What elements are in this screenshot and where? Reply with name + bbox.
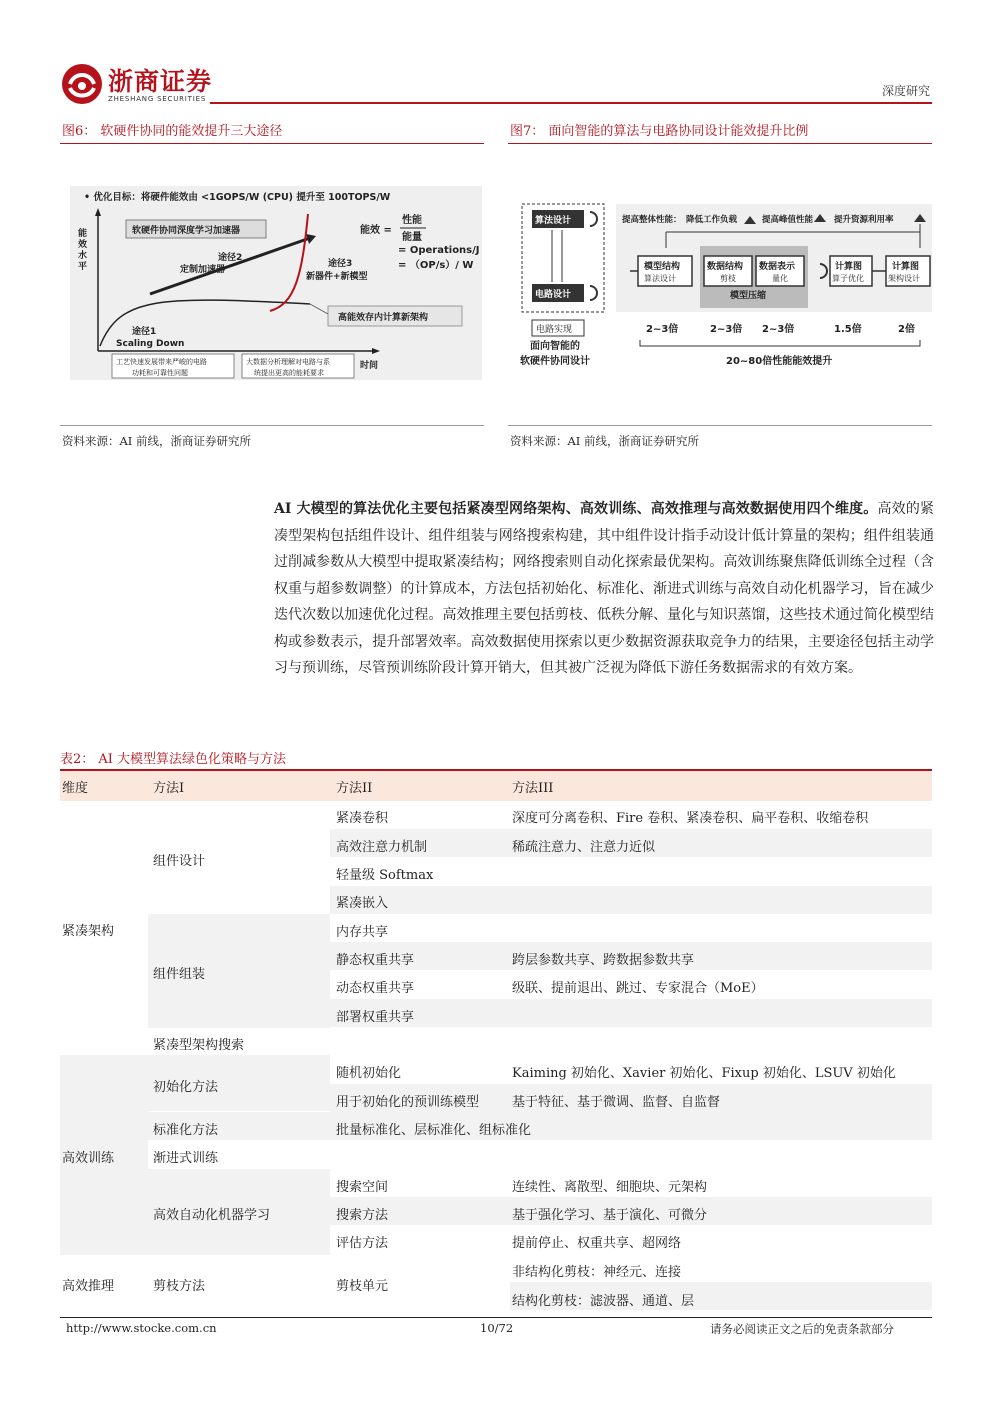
- fig6-ylabel-2: 效: [78, 240, 88, 250]
- table-m1-component-design: 组件设计: [153, 854, 206, 869]
- table-row-m3: 结构化剪枝：滤波器、通道、层: [512, 1294, 695, 1309]
- table-row-m2: 高效注意力机制: [336, 840, 428, 855]
- table-dim-compact: 紧凑架构: [62, 924, 115, 939]
- shade-band: [148, 1112, 932, 1140]
- fig7-top-3: 提高峰值性能: [762, 215, 814, 225]
- fig6-path1-desc: Scaling Down: [116, 339, 185, 349]
- table-row-m2: 搜索方法: [336, 1208, 389, 1223]
- fig7-caption-line1: 面向智能的: [530, 341, 580, 352]
- fig7-box1-line2: 算法设计: [644, 274, 676, 283]
- table-row-m2: 剪枝单元: [336, 1279, 389, 1294]
- footer-url[interactable]: http://www.stocke.com.cn: [66, 1321, 217, 1335]
- fig6-path1: 途径1: [132, 327, 157, 337]
- logo-icon: [60, 62, 104, 106]
- table-header-m2: 方法II: [336, 781, 373, 796]
- table-m1-arch-search: 紧凑型架构搜索: [153, 1038, 245, 1053]
- table-row-m3: 非结构化剪枝：神经元、连接: [512, 1265, 682, 1280]
- report-type: 深度研究: [881, 84, 930, 98]
- fig7-algo-design: 算法设计: [535, 216, 572, 226]
- fig6-title-rule: [60, 143, 484, 144]
- fig7-title-rule: [508, 143, 932, 144]
- fig6-image: [70, 186, 482, 380]
- fig7-circuit-impl: 电路实现: [536, 325, 573, 335]
- paragraph-lead: AI 大模型的算法优化主要包括紧凑型网络架构、高效训练、高效推理与高效数据使用四个维度。: [274, 501, 878, 517]
- fig7-box5-line2: 架构设计: [888, 274, 920, 283]
- fig7-compress: 模型压缩: [730, 291, 767, 301]
- shade-band: [330, 999, 932, 1027]
- fig7-total: 20~80倍性能能效提升: [726, 356, 833, 367]
- fig6-accelerator: 软硬件协同深度学习加速器: [132, 226, 241, 236]
- fig6-path3-desc: 新器件+新模型: [306, 272, 368, 282]
- fig7-box4-line2: 算子优化: [832, 274, 864, 283]
- table-row-m2: 紧凑嵌入: [336, 896, 389, 911]
- table-header-dim: 维度: [62, 781, 89, 796]
- table-m1-init: 初始化方法: [153, 1080, 219, 1095]
- fig6-eq2: = （OP/s）/ W: [398, 260, 474, 271]
- fig6-goal: • 优化目标：将硬件能效由 <1GOPS/W (CPU) 提升至 100TOPS/W: [84, 192, 391, 203]
- shade-band: [330, 886, 932, 914]
- fig6-eq1: = Operations/J: [398, 245, 480, 256]
- fig6-box1-line1: 工艺快速发展带来严峻的电路: [116, 358, 207, 366]
- body-paragraph: [274, 496, 934, 682]
- table-row-m3: 基于强化学习、基于演化、可微分: [512, 1208, 708, 1223]
- logo-subtext: ZHESHANG SECURITIES: [108, 95, 207, 103]
- fig7-box3-line2: 量化: [772, 274, 788, 283]
- fig7-ratio-3: 2~3倍: [762, 324, 795, 335]
- table-row-m2: 随机初始化: [336, 1066, 402, 1081]
- table-row-m2: 评估方法: [336, 1236, 389, 1251]
- table-row-m2: 批量标准化、层标准化、组标准化: [336, 1123, 532, 1138]
- fig7-circuit-design: 电路设计: [535, 290, 572, 300]
- header-rule: [210, 102, 932, 104]
- fig7-top-1: 提高整体性能：: [622, 215, 682, 225]
- fig6-new-arch: 高能效存内计算新架构: [338, 313, 429, 323]
- table-row-m2: 动态权重共享: [336, 981, 415, 996]
- footer-rule: [60, 1317, 932, 1318]
- fig7-image: [520, 196, 932, 376]
- table-m1-component-assembly: 组件组装: [153, 967, 206, 982]
- table-row-m2: 轻量级 Softmax: [336, 868, 434, 883]
- fig7-top-4: 提升资源利用率: [834, 215, 894, 225]
- fig7-ratio-5: 2倍: [898, 324, 915, 335]
- table-m1-pruning: 剪枝方法: [153, 1279, 206, 1294]
- footer-disclaimer: 请务必阅读正文之后的免责条款部分: [710, 1322, 894, 1336]
- table-header-row: [60, 771, 932, 801]
- fig6-path2: 途径2: [218, 253, 243, 263]
- fig6-path2-desc: 定制加速器: [180, 265, 226, 275]
- table-row-m3: 跨层参数共享、跨数据参数共享: [512, 953, 695, 968]
- table-m1-progressive: 渐进式训练: [153, 1151, 219, 1166]
- fig7-ratio-2: 2~3倍: [710, 324, 743, 335]
- table-row-m3: 稀疏注意力、注意力近似: [512, 840, 656, 855]
- fig6-perf: 性能: [402, 215, 422, 226]
- fig7-box4-line1: 计算图: [835, 262, 863, 272]
- fig6-eff-label: 能效 =: [360, 225, 392, 236]
- table-row-m2: 紧凑卷积: [336, 811, 389, 826]
- table-dim-training: 高效训练: [62, 1151, 115, 1166]
- fig7-box2-line1: 数据结构: [707, 262, 744, 272]
- fig7-ratio-4: 1.5倍: [834, 324, 862, 335]
- fig7-title: 图7： 面向智能的算法与电路协同设计能效提升比例: [510, 124, 809, 139]
- fig6-ylabel-3: 水: [78, 251, 88, 261]
- table-m1-automl: 高效自动化机器学习: [153, 1208, 271, 1223]
- fig7-caption-line2: 软硬件协同设计: [520, 356, 590, 367]
- fig7-top-2: 降低工作负载: [686, 215, 738, 225]
- fig7-box1-line1: 模型结构: [644, 262, 681, 272]
- table-row-m3: 基于特征、基于微调、监督、自监督: [512, 1095, 721, 1110]
- table-row-m2: 用于初始化的预训练模型: [336, 1095, 480, 1110]
- table-row-m3: 深度可分离卷积、Fire 卷积、紧凑卷积、扁平卷积、收缩卷积: [512, 811, 869, 826]
- table-header-m3: 方法III: [512, 781, 554, 796]
- fig6-box2-line2: 统提出更高的能耗要求: [254, 369, 324, 377]
- table-row-m2: 搜索空间: [336, 1180, 389, 1195]
- table-dim-inference: 高效推理: [62, 1279, 115, 1294]
- fig7-source: 资料来源：AI 前线，浙商证券研究所: [510, 434, 700, 448]
- logo-text: 浙商证券: [108, 67, 213, 96]
- table-row-m2: 部署权重共享: [336, 1010, 415, 1025]
- fig6-box2-line1: 大数据分析理解对电路与系: [246, 358, 330, 366]
- fig6-xlabel: 时间: [360, 361, 379, 371]
- table-row-m3: 连续性、离散型、细胞块、元架构: [512, 1180, 708, 1195]
- fig7-bottom-rule: [508, 425, 932, 426]
- table-row-m3: 提前停止、权重共享、超网络: [512, 1236, 682, 1251]
- fig6-ylabel-1: 能: [78, 229, 88, 239]
- fig7-box2-line2: 剪枝: [720, 274, 736, 283]
- table-row-m3: Kaiming 初始化、Xavier 初始化、Fixup 初始化、LSUV 初始化: [512, 1066, 896, 1081]
- fig7-box5-line1: 计算图: [892, 262, 920, 272]
- paragraph-text: 高效的紧凑型架构包括组件设计、组件组装与网络搜索构建，其中组件设计指手动设计低计算量的架构；组件组装通过削减参数从大模型中提取紧凑结构；网络搜索则自动化探索最优架构。高效训练聚焦降低训练全过程（含权重与超参数调整）的计算成本，方法包括初始化、标准化、渐进式训练与高效自动化机器学习，旨在减少迭代次数以加速优化过程。高效推理主要包括剪枝、低秩分解、量化与知识蒸馏，这些技术通过简化模型结构或参数表示，提升部署效率。高效数据使用探索以更少数据资源获取竞争力的结果，主要途径包括主动学习与预训练，尽管预训练阶段计算开销大，但其被广泛视为降低下游任务数据需求的有效方案。: [274, 501, 934, 676]
- table-title: 表2： AI 大模型算法绿色化策略与方法: [60, 752, 287, 767]
- footer-page-number: 10/72: [480, 1321, 514, 1335]
- fig7-ratio-1: 2~3倍: [646, 324, 679, 335]
- fig6-energy: 能量: [402, 232, 422, 243]
- fig6-source: 资料来源：AI 前线，浙商证券研究所: [62, 434, 252, 448]
- fig6-title: 图6： 软硬件协同的能效提升三大途径: [62, 124, 283, 139]
- fig6-path3: 途径3: [328, 259, 353, 269]
- table-row-m3: 级联、提前退出、跳过、专家混合（MoE）: [512, 981, 764, 996]
- fig7-box3-line1: 数据表示: [759, 262, 796, 272]
- table-header-m1: 方法I: [153, 781, 185, 796]
- fig6-box1-line2: 功耗和可靠性问题: [132, 369, 188, 377]
- fig6-bottom-rule: [60, 425, 484, 426]
- fig6-ylabel-4: 平: [78, 262, 88, 272]
- table-row-m2: 内存共享: [336, 925, 389, 940]
- table-m1-norm: 标准化方法: [153, 1123, 219, 1138]
- table-row-m2: 静态权重共享: [336, 953, 415, 968]
